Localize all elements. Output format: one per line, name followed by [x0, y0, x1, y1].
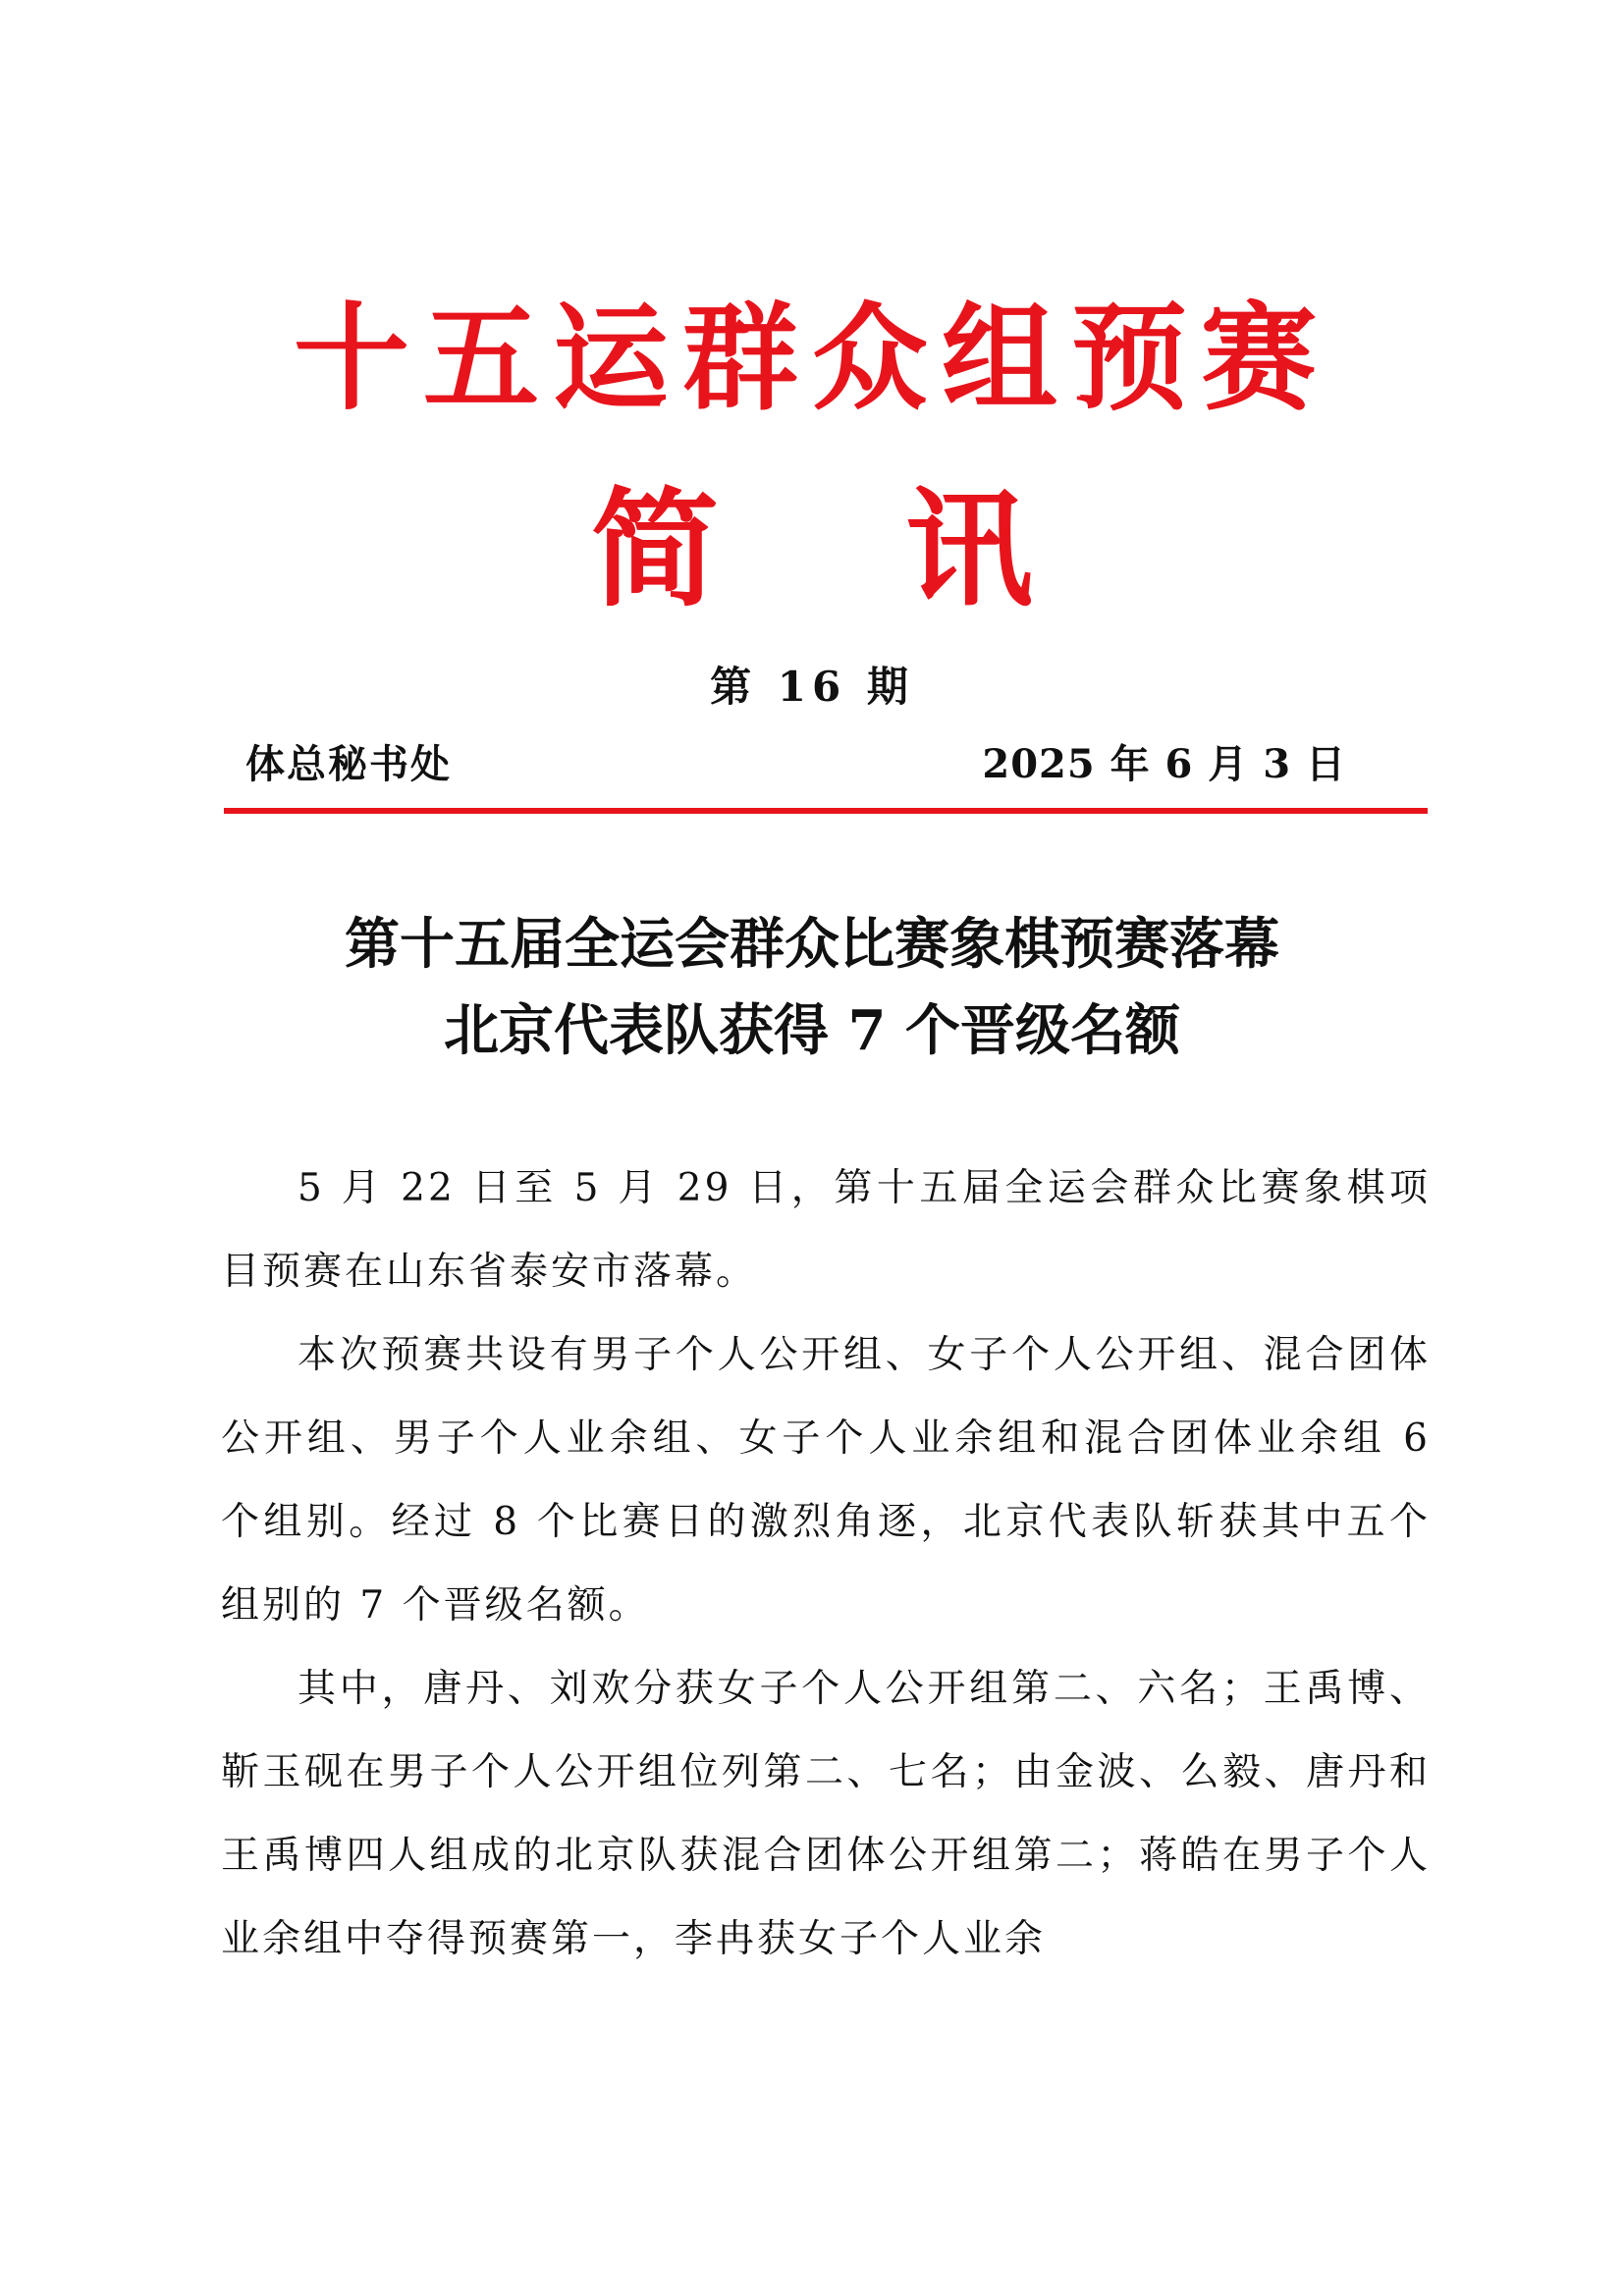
headline-line-1: 第十五届全运会群众比赛象棋预赛落幕: [345, 912, 1279, 977]
masthead-subtitle-char-2: 讯: [905, 474, 1034, 624]
header-divider: [224, 808, 1428, 814]
article-body: [221, 1147, 1431, 1981]
paragraph: 5 月 22 日至 5 月 29 日，第十五届全运会群众比赛象棋项目预赛在山东省泰安市落幕。: [221, 1166, 1431, 1294]
masthead-title: 十五运群众组预赛: [293, 290, 1330, 426]
article-headline: [0, 901, 1624, 1074]
masthead-subtitle-char-1: 简: [590, 474, 719, 624]
paragraph: 其中，唐丹、刘欢分获女子个人公开组第二、六名；王禹博、靳玉砚在男子个人公开组位列第二、七名；由金波、么毅、唐丹和王禹博四人组成的北京队获混合团体公开组第二；蒋皓在男子个人业余组中夺得预赛第一，李冉获女子个人业余: [221, 1667, 1431, 1961]
issuer: 体总秘书处: [245, 741, 452, 787]
masthead-subtitle: [0, 471, 1624, 628]
publish-date: 2025 年 6 月 3 日: [982, 741, 1346, 787]
headline-line-2: 北京代表队获得 7 个晋级名额: [444, 998, 1180, 1063]
paragraph: 本次预赛共设有男子个人公开组、女子个人公开组、混合团体公开组、男子个人业余组、女子个人业余组和混合团体业余组 6 个组别。经过 8 个比赛日的激烈角逐，北京代表队斩获其中五个组别的 7 个晋级名额。: [221, 1333, 1431, 1628]
issue-number: 第 16 期: [710, 663, 914, 711]
